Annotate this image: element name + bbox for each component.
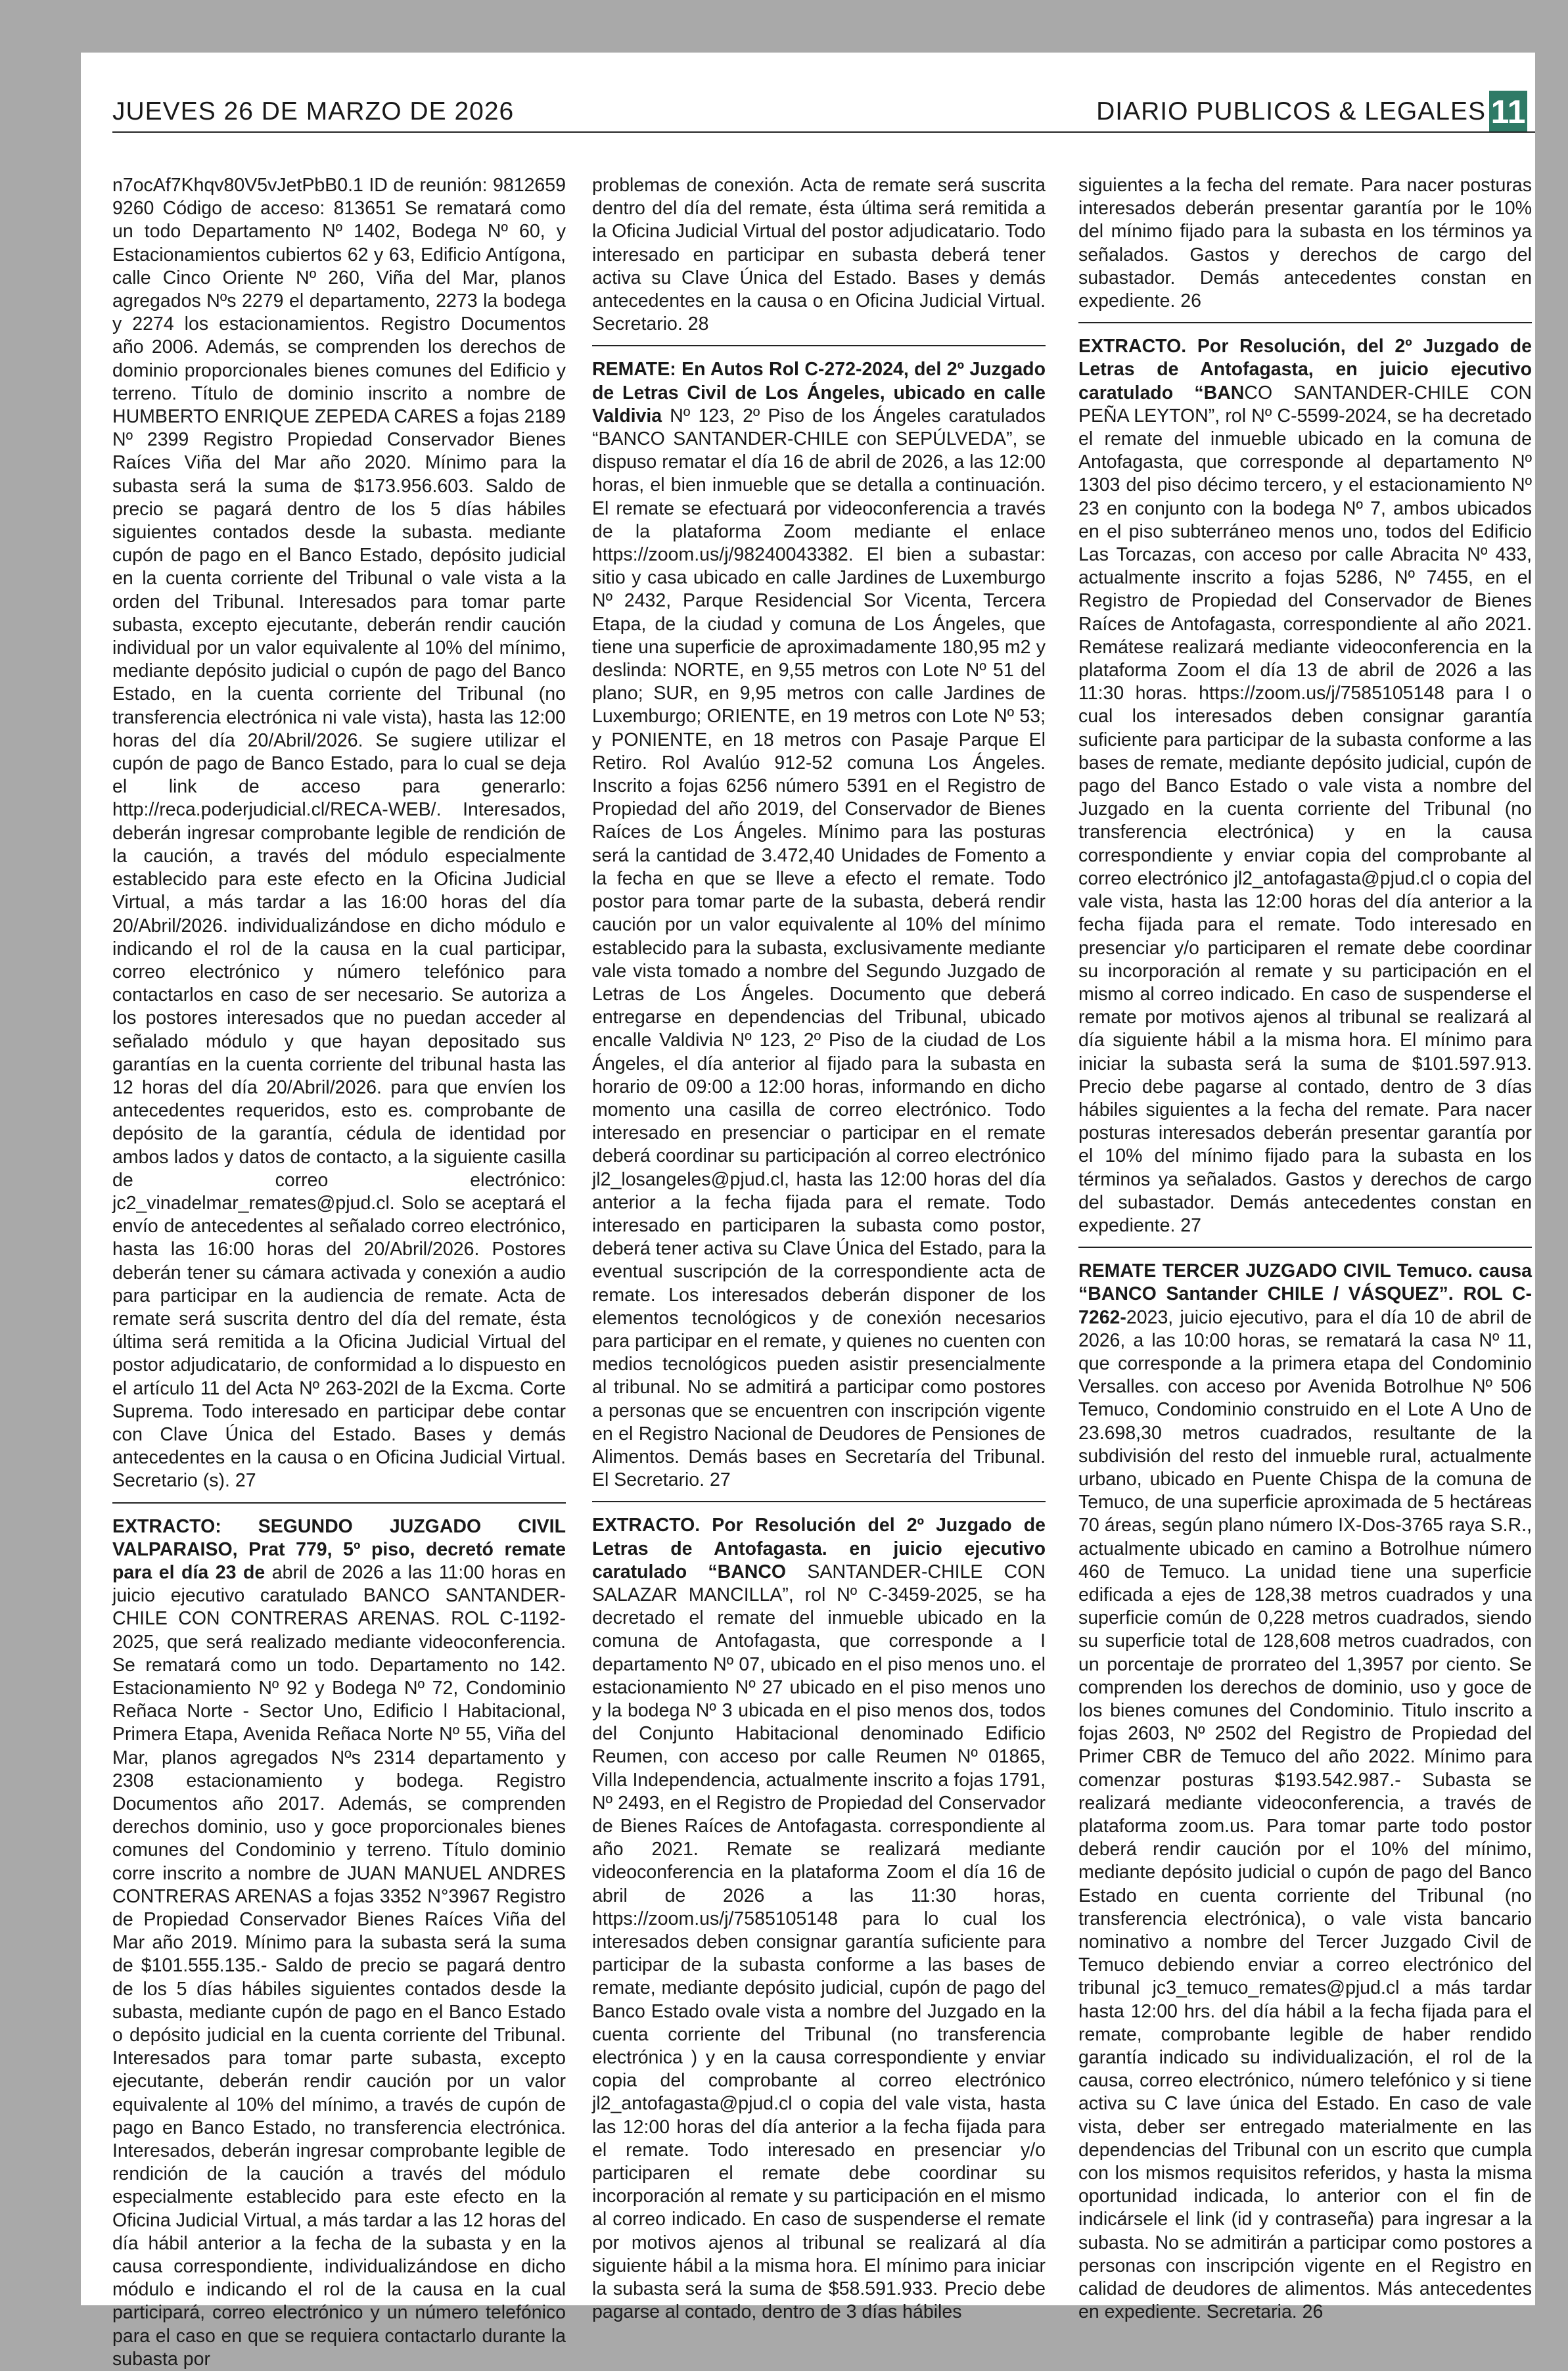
column-1 xyxy=(112,174,566,2371)
notice-antofagasta-2 xyxy=(1078,335,1532,1237)
notice-body: Nº 123, 2º Piso de los Ángeles caratulados “BANCO SANTANDER-CHILE con SEPÚLVEDA”, se dispuso rematar el día 16 de abril de 2026, a las 12:00 horas, el bien inmueble que se detalla a continuación. El remate se efectuará por videoconferencia a través de la plataforma Zoom mediante el enlace https://zoom.us/j/98240043382. El bien a subastar: sitio y casa ubicado en calle Jardines de Luxemburgo Nº 2432, Parque Residencial Sor Vicenta, Tercera Etapa, de la ciudad y comuna de Los Ángeles, que tiene una superficie de aproximadamente 180,95 m2 y deslinda: NORTE, en 9,55 metros con Lote Nº 51 del plano; SUR, en 9,95 metros con calle Jardines de Luxemburgo; ORIENTE, en 19 metros con Lote Nº 53; y PONIENTE, en 18 metros con Pasaje Parque El Retiro. Rol Avalúo 912-52 comuna Los Ángeles. Inscrito a fojas 6256 número 5391 en el Registro de Propiedad del año 2019, del Conservador de Bienes Raíces de Los Ángeles. Mínimo para las posturas será la cantidad de 3.472,40 Unidades de Fomento a la fecha en que se lleve a efecto el remate. Todo postor para tomar parte de la subasta, deberá rendir caución por un valor equivalente al 10% del mínimo establecido para la subasta, exclusivamente mediante vale vista tomado a nombre del Segundo Juzgado de Letras de Los Ángeles. Documento que deberá entregarse en dependencias del Tribunal, ubicado encalle Valdivia Nº 123, 2º Piso de la ciudad de Los Ángeles, el día anterior al fijado para la subasta en horario de 09:00 a 12:00 horas, informando en dicho momento una casilla de correo electrónico. Todo interesado en presenciar o participar en el remate deberá coordinar su participación al correo electrónico jl2_losangeles@pjud.cl, hasta las 12:00 horas del día anterior a la fecha fijada para el remate. Todo interesado en participaren la subasta como postor, deberá tener activa su Clave Única del Estado, para la eventual suscripción de la correspondiente acta de remate. Los interesados deberán disponer de los elementos tecnológicos y de conexión necesarios para participar en el remate, y quienes no cuenten con medios tecnológicos pueden asistir presencialmente al tribunal. No se admitirá a participar como postores a personas que se encuentren con inscripción vigente en el Registro Nacional de Deudores de Pensiones de Alimentos. Demás bases en Secretaría del Tribunal. El Secretario. 27 xyxy=(592,405,1046,1491)
notice-antofagasta-1 xyxy=(592,1514,1046,2324)
notice-body: problemas de conexión. Acta de remate será suscrita dentro del día del remate, ésta última será remitida a la Oficina Judicial Virtual del postor adjudicatario. Todo interesado en participar en subasta deberá tener activa su Clave Única del Estado. Bases y demás antecedentes en la causa o en Oficina Judicial Virtual. Secretario. 28 xyxy=(592,175,1046,335)
notice-heading: EXTRACTO: SEGUNDO JUZGADO CIVIL VALPARAISO, Prat 779, 5º piso, decretó remate para el día 23 de xyxy=(112,1515,566,1583)
notice-separator xyxy=(1078,1247,1532,1248)
notice-body: CO SANTANDER-CHILE CON PEÑA LEYTON”, rol Nº C-5599-2024, se ha decretado el remate del inmueble ubicado en la comuna de Antofagasta, que corresponde al departamento Nº 1303 del piso décimo tercero, y el estacionamiento Nº 23 en conjunto con la bodega Nº 7, ambos ubicados en el piso subterráneo menos uno, todos del Edificio Las Torcazas, con acceso por calle Abracita Nº 433, actualmente inscrito a fojas 5286, Nº 7455, en el Registro de Propiedad del Conservador de Bienes Raíces de Antofagasta, correspondiente al año 2021. Remátese realizará mediante videoconferencia en la plataforma Zoom el día 13 de abril de 2026 a las 11:30 horas. https://zoom.us/j/7585105148 para I o cual los interesados deben consignar garantía suficiente para participar de la subasta conforme a las bases de remate, mediante depósito judicial, cupón de pago del Banco Estado o vale vista a nombre del Juzgado en la cuenta corriente del Tribunal (no transferencia electrónica) y en la causa correspondiente y enviar copia del comprobante al correo electrónico jl2_antofagasta@pjud.cl o copia del vale vista, hasta las 12:00 horas del día anterior a la fecha fijada para el remate. Todo interesado en presenciar y/o participaren el remate debe coordinar su incorporación al remate y su participación en el mismo al correo indicado. En caso de suspenderse el remate por motivos ajenos al tribunal se realizará al día siguiente hábil a la misma hora. El mínimo para iniciar la subasta será la suma de $101.597.913. Precio debe pagarse al contado, dentro de 3 días hábiles siguientes a la fecha del remate. Para nacer posturas interesados deberán presentar garantía por el 10% del mínimo fijado para la subasta en los términos ya señalados. Gastos y derechos de cargo del subastador. Demás antecedentes constan en expediente. 27 xyxy=(1078,382,1532,1236)
notice-separator xyxy=(592,1501,1046,1502)
notice-continued xyxy=(1078,174,1532,313)
notice-body: abril de 2026 a las 11:00 horas en juicio ejecutivo caratulado BANCO SANTANDER-CHILE CON CONTRERAS ARENAS. ROL C-1192-2025, que será realizado mediante videoconferencia. Se rematará como un todo. Departamento no 142. Estacionamiento Nº 92 y Bodega Nº 72, Condominio Reñaca Norte - Sector Uno, Edificio l Habitacional, Primera Etapa, Avenida Reñaca Norte Nº 55, Viña del Mar, planos agregados Nºs 2314 departamento y 2308 estacionamiento y bodega. Registro Documentos año 2017. Además, se comprenden derechos dominio, uso y goce proporcionales bienes comunes del Condominio y terreno. Título dominio corre inscrito a nombre de JUAN MANUEL ANDRES CONTRERAS ARENAS a fojas 3352 N°3967 Registro de Propiedad Conservador Bienes Raíces Viña del Mar año 2019. Mínimo para la subasta será la suma de $101.555.135.- Saldo de precio se pagará dentro de los 5 días hábiles siguientes contados desde la subasta, mediante cupón de pago en el Banco Estado o depósito judicial en la cuenta corriente del Tribunal. Interesados para tomar parte subasta, excepto ejecutante, deberán rendir caución por un valor equivalente al 10% del mínimo, a través de cupón de pago en Banco Estado, no transferencia electrónica. Interesados, deberán ingresar comprobante legible de rendición de la caución a través del módulo especialmente establecido para este efecto en la Oficina Judicial Virtual, a más tardar a las 12 horas del día hábil anterior a la fecha de la subasta y en la causa correspondiente, individualizándose en dicho módulo e indicando el rol de la causa en la cual participará, correo electrónico y un número telefónico para el caso en que se requiera contactarlo durante la subasta por xyxy=(112,1561,566,2370)
notice-separator xyxy=(1078,322,1532,323)
notice-body: 2023, juicio ejecutivo, para el día 10 de abril de 2026, a las 10:00 horas, se rematará la casa Nº 11, que corresponde a la primera etapa del Condominio Versalles. con acceso por Avenida Botrolhue Nº 506 Temuco, Condominio construido en el Lote A Uno de 23.698,30 metros cuadrados, resultante de la subdivisión del resto del inmueble rural, actualmente urbano, ubicado en Puente Chispa de la comuna de Temuco, de una superficie aproximada de 5 hectáreas 70 áreas, según plano número IX-Dos-3765 raya S.R., actualmente ubicado en camino a Botrolhue número 460 de Temuco. La unidad tiene una superficie edificada a ejes de 128,38 metros cuadrados y una superficie común de 0,228 metros cuadrados, siendo su superficie total de 128,608 metros cuadrados, con un porcentaje de prorrateo del 1,3957 por ciento. Se comprenden los derechos de dominio, uso y goce de los bienes comunes del Condominio. Titulo inscrito a fojas 2603, Nº 2502 del Registro de Propiedad del Primer CBR de Temuco del año 2022. Mínimo para comenzar posturas $193.542.987.- Subasta se realizará mediante videoconferencia, a través de plataforma zoom.us. Para tomar parte todo postor deberá rendir caución por el 10% del mínimo, mediante depósito judicial o cupón de pago del Banco Estado en cuenta corriente del Tribunal (no transferencia electrónica), o vale vista bancario nominativo a nombre del Tercer Juzgado Civil de Temuco debiendo enviar a correo electrónico del tribunal jc3_temuco_remates@pjud.cl a más tardar hasta 12:00 hrs. del día hábil a la fecha fijada para el remate, comprobante legible de haber rendido garantía indicado su individualización, el rol de la causa, correo electrónico, número telefónico y si tiene activa su C lave única del Estado. En caso de vale vista, deber ser entregado materialmente en las dependencias del Tribunal con un escrito que cumpla con los mismos requisitos referidos, y hasta la misma oportunidad indicada, lo anterior con el fin de indicársele el link (id y contraseña) para ingresar a la subasta. No se admitirán a participar como postores a personas con inscripción vigente en el Registro en calidad de deudores de alimentos. Más antecedentes en expediente. Secretaria. 26 xyxy=(1078,1306,1532,2323)
notice-continued xyxy=(592,174,1046,336)
header-rule xyxy=(112,131,1535,133)
page-header xyxy=(112,87,1535,133)
notice-body: n7ocAf7Khqv80V5vJetPbB0.1 ID de reunión: 9812659 9260 Código de acceso: 813651 Se rematará como un todo Departamento Nº 1402, Bodega Nº 60, y Estacionamientos cubiertos 62 y 63, Edificio Antígona, calle Cinco Oriente Nº 260, Viña del Mar, planos agregados Nºs 2279 el departamento, 2273 la bodega y 2274 los estacionamientos. Registro Documentos año 2006. Además, se comprenden los derechos de dominio proporcionales bienes comunes del Edificio y terreno. Título de dominio inscrito a nombre de HUMBERTO ENRIQUE ZEPEDA CARES a fojas 2189 Nº 2399 Registro Propiedad Conservador Bienes Raíces Viña del Mar año 2020. Mínimo para la subasta será la suma de $173.956.603. Saldo de precio se pagará dentro de los 5 días hábiles siguientes contados desde la subasta. mediante cupón de pago en el Banco Estado, depósito judicial en la cuenta corriente del Tribunal o vale vista a la orden del Tribunal. Interesados para tomar parte subasta, excepto ejecutante, deberán rendir caución individual por un valor equivalente al 10% del mínimo, mediante depósito judicial o cupón de pago del Banco Estado, en la cuenta corriente del Tribunal (no transferencia electrónica ni vale vista), hasta las 12:00 horas del día 20/Abril/2026. Se sugiere utilizar el cupón de pago de Banco Estado, para lo cual se deja el link de acceso para generarlo: http://reca.poderjudicial.cl/RECA-WEB/. Interesados, deberán ingresar comprobante legible de rendición de la caución, a través del módulo especialmente establecido para este efecto en la Oficina Judicial Virtual, a más tardar a las 16:00 horas del día 20/Abril/2026. individualizándose en dicho módulo e indicando el rol de la causa en la cual participar, correo electrónico y número telefónico para contactarlos en caso de ser necesario. Se autoriza a los postores interesados que no puedan acceder al señalado módulo y que hayan depositado sus garantías en la cuenta corriente del tribunal hasta las 12 horas del día 20/Abril/2026. para que envíen los antecedentes requeridos, esto es. comprobante de depósito de la garantía, cédula de identidad por ambos lados y datos de contacto, a la siguiente casilla de correo electrónico: jc2_vinadelmar_remates@pjud.cl. Solo se aceptará el envío de antecedentes al señalado correo electrónico, hasta las 16:00 horas del 20/Abril/2026. Postores deberán tener su cámara activada y conexión a audio para participar en la audiencia de remate. Acta de remate será suscrita dentro del día del remate, ésta última será remitida a la Oficina Judicial Virtual del postor adjudicatario, de conformidad a lo dispuesto en el artículo 11 del Acta Nº 263-202l de la Excma. Corte Suprema. Todo interesado en participar debe contar con Clave Única del Estado. Bases y demás antecedentes en la causa o en Oficina Judicial Virtual. Secretario (s). 27 xyxy=(112,175,566,1492)
notice-body: SANTANDER-CHILE CON SALAZAR MANCILLA”, rol Nº C-3459-2025, se ha decretado el remate del inmueble ubicado en la comuna de Antofagasta, que corresponde a I departamento Nº 07, ubicado en el piso menos uno. el estacionamiento Nº 27 ubicado en el piso menos uno y la bodega Nº 3 ubicada en el piso menos dos, todos del Conjunto Habitacional denominado Edificio Reumen, con acceso por calle Reumen Nº 01865, Villa Independencia, actualmente inscrito a fojas 1791, Nº 2493, en el Registro de Propiedad del Conservador de Bienes Raíces de Antofagasta. correspondiente al año 2021. Remate se realizará mediante videoconferencia en la plataforma Zoom el día 16 de abril de 2026 a las 11:30 horas, https://zoom.us/j/7585105148 para lo cual los interesados deben consignar garantía suficiente para participar de la subasta conforme a las bases de remate, mediante depósito judicial, cupón de pago del Banco Estado ovale vista a nombre del Juzgado en la cuenta corriente del Tribunal (no transferencia electrónica ) y en la causa correspondiente y enviar copia del comprobante al correo electrónico jl2_antofagasta@pjud.cl o copia del vale vista, hasta las 12:00 horas del día anterior a la fecha fijada para el remate. Todo interesado en presenciar y/o participaren el remate debe coordinar su incorporación al remate y su participación en el mismo al correo indicado. En caso de suspenderse el remate por motivos ajenos al tribunal se realizará al día siguiente hábil a la misma hora. El mínimo para iniciar la subasta será la suma de $58.591.933. Precio debe pagarse al contado, dentro de 3 días hábiles xyxy=(592,1561,1046,2323)
notice-heading: EXTRACTO. Por Resolución del 2º Juzgado de Letras de Antofagasta. en juicio ejecutivo caratulado “BANCO xyxy=(592,1515,1046,1582)
issue-date: JUEVES 26 DE MARZO DE 2026 xyxy=(112,97,515,126)
notice-heading: REMATE: En Autos Rol C-272-2024, del 2º Juzgado de Letras Civil de Los Ángeles, ubicado en calle Valdivia xyxy=(592,359,1046,426)
notice-heading: REMATE TERCER JUZGADO CIVIL Temuco. causa “BANCO Santander CHILE / VÁSQUEZ”. ROL C-7262- xyxy=(1078,1260,1532,1328)
notice-heading: EXTRACTO. Por Resolución, del 2º Juzgado de Letras de Antofagasta, en juicio ejecutivo caratulado “BAN xyxy=(1078,336,1532,403)
notice-separator xyxy=(592,345,1046,346)
page-number-badge: 11 xyxy=(1489,91,1527,133)
notice-body: siguientes a la fecha del remate. Para nacer posturas interesados deberán presentar garantía por le 10% del mínimo fijado para la subasta en los términos ya señalados. Gastos y derechos de cargo del subastador. Demás antecedentes constan en expediente. 26 xyxy=(1078,175,1532,312)
column-3 xyxy=(1078,174,1532,2324)
column-2 xyxy=(592,174,1046,2324)
notice-los-angeles xyxy=(592,358,1046,1492)
notice-valparaiso xyxy=(112,1515,566,2371)
newspaper-name: DIARIO PUBLICOS & LEGALES xyxy=(1096,97,1486,126)
notice-continued xyxy=(112,174,566,1493)
notice-temuco xyxy=(1078,1260,1532,2324)
newspaper-page xyxy=(81,53,1535,2370)
notice-separator xyxy=(112,1502,566,1504)
